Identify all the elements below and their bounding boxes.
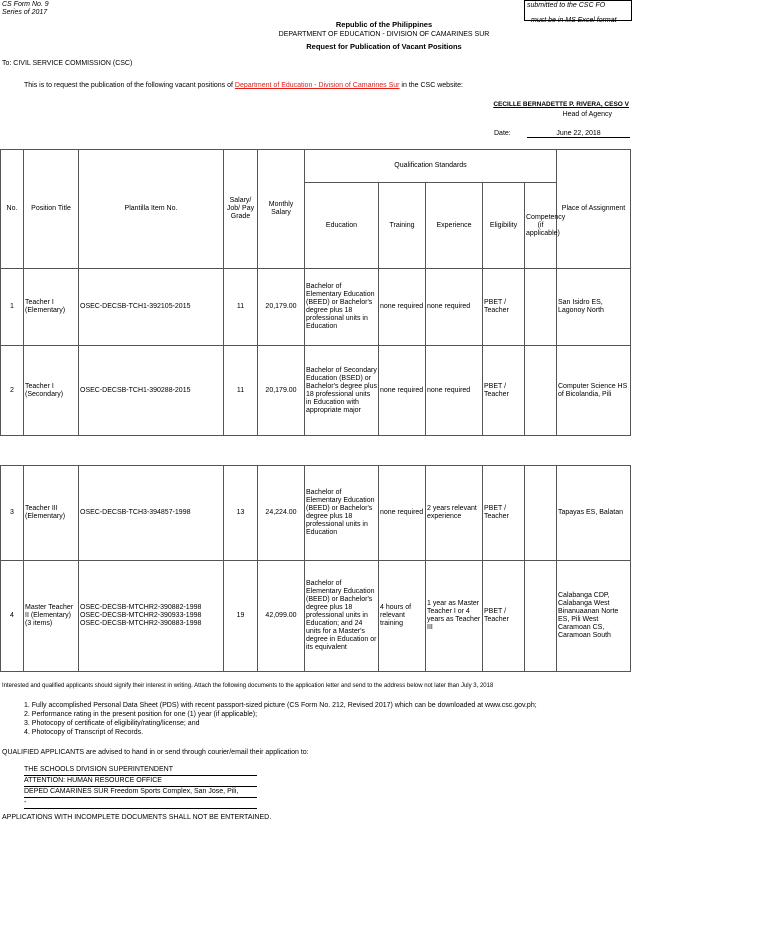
row-competency	[525, 466, 557, 561]
table-row	[1, 346, 631, 436]
row-salary: 42,099.00	[258, 561, 305, 672]
row-place: San Isidro ES, Lagonoy North	[557, 269, 631, 346]
header-place: Place of Assignment	[557, 150, 631, 269]
header-plantilla: Plantilla Item No.	[79, 150, 224, 269]
header-salary-grade: Salary/ Job/ Pay Grade	[224, 150, 258, 269]
address-line: -	[24, 798, 257, 809]
row-place: Computer Science HS of Bicolandia, Pili	[557, 346, 631, 436]
row-grade: 11	[224, 346, 258, 436]
row-training: none required	[379, 466, 426, 561]
date-value: June 22, 2018	[527, 130, 630, 138]
mailing-address	[24, 765, 257, 809]
row-no: 1	[1, 269, 24, 346]
instructions-text: Interested and qualified applicants should signify their interest in writing. Attach the following documents to the application letter and send to the address below not later than July 3, 2018	[2, 683, 494, 689]
row-eligibility: PBET / Teacher	[483, 466, 525, 561]
row-experience: 1 year as Master Teacher I or 4 years as Teacher III	[426, 561, 483, 672]
header-eligibility: Eligibility	[483, 183, 525, 269]
row-grade: 19	[224, 561, 258, 672]
row-eligibility: PBET / Teacher	[483, 346, 525, 436]
row-salary: 20,179.00	[258, 269, 305, 346]
row-plantilla: OSEC-DECSB-TCH1-390288-2015	[79, 346, 224, 436]
row-experience: none required	[426, 346, 483, 436]
header-monthly-salary: Monthly Salary	[258, 150, 305, 269]
row-no: 2	[1, 346, 24, 436]
vacancy-table-lower	[0, 465, 631, 672]
header-competency: Competency (if applicable)	[525, 183, 557, 269]
form-series-line: Series of 2017	[2, 9, 48, 16]
row-position: Teacher I (Elementary)	[24, 269, 79, 346]
row-education: Bachelor of Elementary Education (BEED) or Bachelor's degree plus 18 professional units in Education	[305, 466, 379, 561]
row-education: Bachelor of Elementary Education (BEED) or Bachelor's degree plus 18 professional units in Education	[305, 269, 379, 346]
row-competency	[525, 269, 557, 346]
header-no: No.	[1, 150, 24, 269]
vacancy-table-upper	[0, 149, 631, 436]
row-position: Teacher III (Elementary)	[24, 466, 79, 561]
row-no: 4	[1, 561, 24, 672]
table-row	[1, 561, 631, 672]
form-number	[2, 1, 49, 17]
date-label: Date:	[494, 130, 511, 137]
table-row	[1, 466, 631, 561]
qualified-note: QUALIFIED APPLICANTS are advised to hand in or send through courier/email their application to:	[2, 749, 309, 756]
form-number-line: CS Form No. 9	[2, 1, 49, 8]
row-plantilla: OSEC-DECSB-MTCHR2-390882-1998 OSEC-DECSB-MTCHR2-390933-1998 OSEC-DECSB-MTCHR2-390883-1998	[79, 561, 224, 672]
address-line: THE SCHOOLS DIVISION SUPERINTENDENT	[24, 765, 257, 776]
header-experience: Experience	[426, 183, 483, 269]
row-eligibility: PBET / Teacher	[483, 269, 525, 346]
footer-warning: APPLICATIONS WITH INCOMPLETE DOCUMENTS SHALL NOT BE ENTERTAINED.	[2, 814, 272, 821]
table-row	[1, 269, 631, 346]
header-training: Training	[379, 183, 426, 269]
agency-link: Department of Education - Division of Camarines Sur	[234, 82, 400, 89]
header-qualification: Qualification Standards	[305, 150, 557, 183]
department-heading: DEPARTMENT OF EDUCATION - DIVISION OF CAMARINES SUR	[278, 31, 490, 38]
row-salary: 24,224.00	[258, 466, 305, 561]
row-position: Teacher I (Secondary)	[24, 346, 79, 436]
row-eligibility: PBET / Teacher	[483, 561, 525, 672]
republic-heading: Republic of the Philippines	[335, 20, 433, 29]
row-place: Calabanga CDP, Calabanga West Binanuaanan Norte ES, Pili West Caramoan CS, Caramoan South	[557, 561, 631, 672]
addressee: To: CIVIL SERVICE COMMISSION (CSC)	[2, 60, 133, 67]
row-plantilla: OSEC-DECSB-TCH1-392105-2015	[79, 269, 224, 346]
row-competency	[525, 561, 557, 672]
row-competency	[525, 346, 557, 436]
submit-note: submitted to the CSC FO	[527, 2, 606, 9]
request-pre: This is to request the publication of the following vacant positions of	[24, 82, 235, 89]
excel-format-note: must be in MS Excel format	[531, 17, 617, 24]
row-no: 3	[1, 466, 24, 561]
row-place: Tapayas ES, Balatan	[557, 466, 631, 561]
address-line: DEPED CAMARINES SUR Freedom Sports Complex, San Jose, Pili,	[24, 787, 257, 798]
header-education: Education	[305, 183, 379, 269]
row-salary: 20,179.00	[258, 346, 305, 436]
head-of-agency-title: Head of Agency	[562, 111, 612, 118]
row-training: 4 hours of relevant training	[379, 561, 426, 672]
row-education: Bachelor of Elementary Education (BEED) or Bachelor's degree plus 18 professional units in Education; and 24 units for a Master's degree in Education or its equivalent	[305, 561, 379, 672]
row-grade: 13	[224, 466, 258, 561]
row-plantilla: OSEC-DECSB-TCH3-394857-1998	[79, 466, 224, 561]
address-line: ATTENTION: HUMAN RESOURCE OFFICE	[24, 776, 257, 787]
row-grade: 11	[224, 269, 258, 346]
row-education: Bachelor of Secondary Education (BSED) or Bachelor's degree plus 18 professional units in Education with appropriate major	[305, 346, 379, 436]
request-heading: Request for Publication of Vacant Positions	[306, 42, 462, 51]
documents-list	[24, 701, 537, 737]
row-training: none required	[379, 269, 426, 346]
list-item: 2. Performance rating in the present position for one (1) year (if applicable);	[24, 711, 258, 718]
list-item: 3. Photocopy of certificate of eligibility/rating/license; and	[24, 720, 200, 727]
row-position: Master Teacher II (Elementary) (3 items)	[24, 561, 79, 672]
row-training: none required	[379, 346, 426, 436]
request-statement	[24, 82, 463, 89]
head-of-agency-name: CECILLE BERNADETTE P. RIVERA, CESO V	[493, 101, 629, 108]
header-position: Position Title	[24, 150, 79, 269]
list-item: 1. Fully accomplished Personal Data Sheet (PDS) with recent passport-sized picture (CS Form No. 212, Revised 2017) which can be downloaded at www.csc.gov.ph;	[24, 702, 537, 709]
request-post: in the CSC website:	[399, 82, 463, 89]
row-experience: none required	[426, 269, 483, 346]
list-item: 4. Photocopy of Transcript of Records.	[24, 729, 144, 736]
row-experience: 2 years relevant experience	[426, 466, 483, 561]
